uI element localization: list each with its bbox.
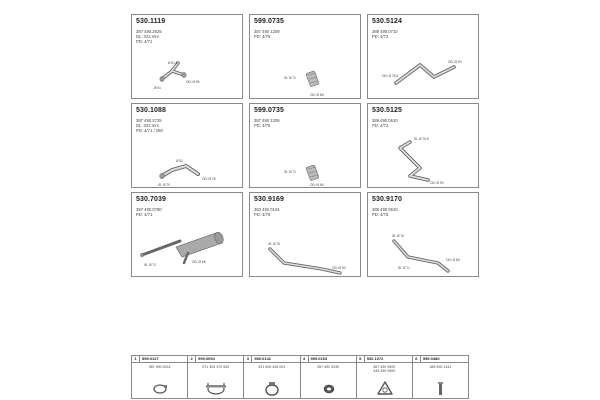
dim-label: ID: Ø 70: [158, 183, 170, 187]
dim-label: ID: Ø 76: [392, 234, 404, 238]
item-number: 5: [357, 356, 365, 362]
part-card-530-9169[interactable]: [249, 192, 361, 277]
dim-label: ID: Ø 71: [144, 263, 156, 267]
part-card-530-1119[interactable]: [131, 14, 243, 99]
elbow-pipe-drawing: [132, 15, 244, 100]
part-spec: PD: 4/72: [372, 34, 389, 39]
part-card-530-9170[interactable]: [367, 192, 479, 277]
dim-label: OD: Ø 76,5: [382, 74, 399, 78]
part-card-599-0735[interactable]: [249, 103, 361, 188]
part-spec: PD: 4/71: [136, 39, 153, 44]
dim-label: OD: Ø 66: [446, 258, 460, 262]
triangle-gasket-icon: [357, 356, 413, 400]
part-code: 530.9170: [372, 196, 402, 203]
dim-label: Ø 51: [154, 86, 161, 90]
part-spec: PD: 4/75: [254, 212, 271, 217]
part-code: 569.0141: [254, 356, 272, 361]
part-spec: PD: 4/75: [254, 123, 271, 128]
dim-label: OD: Ø 56: [186, 80, 200, 84]
dim-label: ID: Ø 71: [284, 76, 296, 80]
item-number: 4: [301, 356, 309, 362]
dim-label: OD: Ø 90: [430, 181, 444, 185]
part-code: 530.7039: [136, 196, 166, 203]
rubber-hanger-icon: [301, 356, 357, 400]
flex-coupling-drawing: [250, 15, 362, 100]
part-spec: DL: 022 mm: [136, 123, 159, 128]
dim-label: OD: Ø 90: [448, 60, 462, 64]
part-code: 530.1072: [366, 356, 384, 361]
dim-label: OD: Ø 90: [332, 266, 346, 270]
part-ref: 389 490 0610: [372, 207, 398, 212]
part-ref: 389 490.0710: [372, 29, 398, 34]
accessory-cell[interactable]: [132, 356, 188, 398]
clamp-ring-icon: [132, 356, 188, 400]
part-spec: PD: 4/72: [372, 123, 389, 128]
part-code: 530.5124: [372, 18, 402, 25]
part-ref: 389 492 1441: [429, 365, 452, 369]
s-bend-pipe-drawing: [368, 104, 480, 189]
part-ref: 387 490 1209: [254, 29, 280, 34]
part-code: 599.0735: [254, 107, 284, 114]
part-ref: 871 692 430 001: [258, 365, 286, 369]
bent-pipe-drawing: [368, 15, 480, 100]
part-ref: 353 492 0104: [254, 207, 280, 212]
item-number: 1: [132, 356, 140, 362]
part-ref: 387 490.0790: [136, 207, 162, 212]
part-ref: 389.490.0610: [372, 118, 398, 123]
dim-label: Ø 51: [176, 159, 183, 163]
bent-pipe-drawing: [250, 193, 362, 278]
part-card-530-7039[interactable]: [131, 192, 243, 277]
part-spec: PD: 4/75: [372, 212, 389, 217]
elbow-pipe-drawing: [132, 104, 244, 189]
part-code: 599.0054: [198, 356, 215, 361]
part-card-530-5124[interactable]: [367, 14, 479, 99]
item-number: 2: [188, 356, 196, 362]
dim-label: OD: Ø 78: [202, 177, 216, 181]
band-clamp-icon: [244, 356, 300, 400]
flex-coupling-drawing: [250, 104, 362, 189]
part-card-599-0735[interactable]: [249, 14, 361, 99]
part-spec: PD: 4/71: [136, 212, 153, 217]
part-ref: 387 490.2725: [136, 118, 162, 123]
part-code: 530.1119: [136, 18, 166, 25]
accessory-cell[interactable]: [301, 356, 357, 398]
dim-label: OD: Ø 66: [310, 93, 324, 97]
accessory-cell[interactable]: [244, 356, 300, 398]
part-code: 530.1088: [136, 107, 166, 114]
part-code: 599.0480: [422, 356, 440, 361]
part-code: 530.9169: [254, 196, 284, 203]
bent-pipe-drawing: [368, 193, 480, 278]
dim-label: ID: Ø 76,5: [414, 137, 429, 141]
dim-label: OD: Ø 66: [310, 183, 324, 187]
accessory-cell[interactable]: [357, 356, 413, 398]
u-bolt-clamp-icon: [188, 356, 244, 400]
part-card-530-1088[interactable]: [131, 103, 243, 188]
silencer-drawing: [132, 193, 244, 278]
part-ref: 367 490 0900: [373, 365, 396, 369]
part-spec: PD: 4/71 / 290: [136, 128, 163, 133]
part-ref: 387 490 0041: [148, 365, 171, 369]
dim-label: ID: Ø 71: [398, 266, 410, 270]
dim-label: ID: Ø 76: [268, 242, 280, 246]
part-ref: 071 303 370 530: [202, 365, 230, 369]
part-code: 530.5125: [372, 107, 402, 114]
part-code: 599.0163: [310, 356, 328, 361]
dim-label: ID: Ø 71: [284, 170, 296, 174]
item-number: 3: [244, 356, 252, 362]
part-code: 599.0735: [254, 18, 284, 25]
part-card-530-5125[interactable]: [367, 103, 479, 188]
accessory-cell[interactable]: [413, 356, 468, 398]
item-number: 6: [413, 356, 421, 362]
exhaust-tip-icon: [413, 356, 469, 400]
part-ref: 445 490 0900: [373, 369, 396, 373]
dim-label: OD: Ø 66: [192, 260, 206, 264]
part-spec: PD: 4/75: [254, 34, 271, 39]
accessory-cell[interactable]: [188, 356, 244, 398]
dim-label: Ø 51,5: [168, 61, 178, 65]
part-ref: 357 492 0240: [317, 365, 340, 369]
part-spec: DL: 022 mm: [136, 34, 159, 39]
accessories-table: [131, 355, 469, 399]
part-code: 599.0127: [142, 356, 159, 361]
part-ref: 387 490.2625: [136, 29, 162, 34]
part-ref: 387 490 1209: [254, 118, 280, 123]
